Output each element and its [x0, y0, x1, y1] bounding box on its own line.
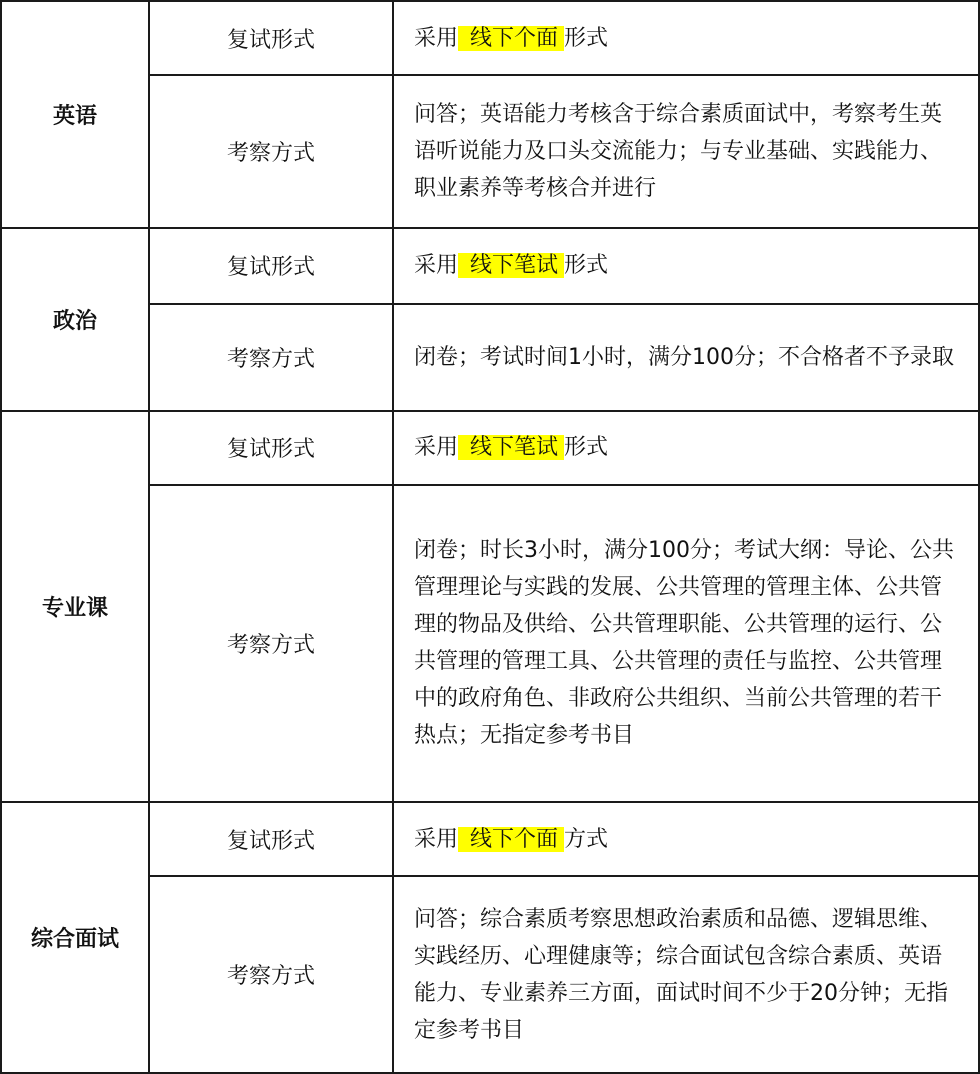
form-highlight: 线下笔试 — [458, 435, 564, 460]
form-suffix: 形式 — [564, 25, 609, 51]
form-prefix: 采用 — [414, 435, 459, 461]
table-row — [1, 1, 979, 75]
table-row — [1, 802, 979, 876]
form-prefix: 采用 — [414, 25, 459, 51]
form-label: 复试形式 — [149, 228, 393, 304]
form-suffix: 形式 — [564, 253, 609, 279]
form-content — [393, 802, 979, 876]
form-content — [393, 228, 979, 304]
form-highlight: 线下个面 — [458, 26, 564, 51]
subject-cell: 英语 — [1, 1, 149, 228]
form-prefix: 采用 — [414, 253, 459, 279]
subject-cell: 综合面试 — [1, 802, 149, 1073]
method-content: 闭卷；时长3小时，满分100分；考试大纲：导论、公共管理理论与实践的发展、公共管理的管理主体、公共管理的物品及供给、公共管理职能、公共管理的运行、公共管理的管理工具、公共管理的责任与监控、公共管理中的政府角色、非政府公共组织、当前公共管理的若干热点；无指定参考书目 — [393, 485, 979, 802]
form-content — [393, 1, 979, 75]
method-label: 考察方式 — [149, 485, 393, 802]
form-suffix: 方式 — [564, 826, 609, 852]
method-content: 问答；英语能力考核含于综合素质面试中，考察考生英语听说能力及口头交流能力；与专业基础、实践能力、职业素养等考核合并进行 — [393, 75, 979, 228]
form-highlight: 线下笔试 — [458, 253, 564, 278]
table-row — [1, 411, 979, 485]
form-highlight: 线下个面 — [458, 827, 564, 852]
method-content: 闭卷；考试时间1小时，满分100分；不合格者不予录取 — [393, 304, 979, 410]
form-label: 复试形式 — [149, 802, 393, 876]
subject-cell: 政治 — [1, 228, 149, 411]
method-label: 考察方式 — [149, 304, 393, 410]
form-suffix: 形式 — [564, 435, 609, 461]
subject-cell: 专业课 — [1, 411, 149, 802]
table-row — [1, 228, 979, 304]
form-label: 复试形式 — [149, 411, 393, 485]
method-content: 问答；综合素质考察思想政治素质和品德、逻辑思维、实践经历、心理健康等；综合面试包含综合素质、英语能力、专业素养三方面，面试时间不少于20分钟；无指定参考书目 — [393, 876, 979, 1073]
form-content — [393, 411, 979, 485]
form-prefix: 采用 — [414, 826, 459, 852]
method-label: 考察方式 — [149, 876, 393, 1073]
method-label: 考察方式 — [149, 75, 393, 228]
form-label: 复试形式 — [149, 1, 393, 75]
